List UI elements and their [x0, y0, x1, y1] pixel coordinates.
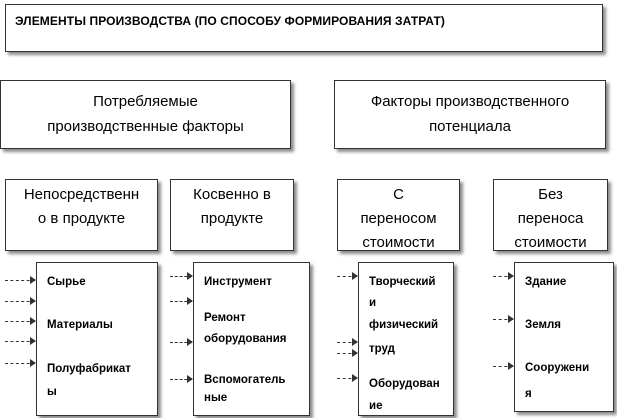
diagram-title: ЭЛЕМЕНТЫ ПРОИЗВОДСТВА (ПО СПОСОБУ ФОРМИРОВАНИЯ ЗАТРАТ)	[15, 14, 445, 28]
list-item: Творческий	[369, 276, 436, 288]
list-item: Сооружени	[525, 362, 590, 374]
arrow-icon	[493, 275, 513, 277]
arrow-icon	[5, 340, 35, 342]
list-item: Оборудован	[369, 378, 440, 390]
list-item: труд	[369, 343, 395, 355]
arrow-icon	[337, 352, 357, 354]
list-item: Сырье	[47, 276, 86, 288]
category-label-line: стоимости	[514, 234, 587, 251]
category-label-line: о в продукте	[37, 210, 126, 227]
arrow-icon	[337, 377, 357, 379]
items-list-with-transfer	[358, 262, 454, 416]
list-item: ы	[47, 386, 57, 398]
list-item: Инструмент	[204, 276, 272, 288]
group-potential-factors	[334, 80, 606, 149]
category-without-transfer	[493, 179, 608, 251]
arrow-icon	[337, 275, 357, 277]
list-item: ие	[369, 400, 383, 412]
list-item: Земля	[525, 319, 561, 331]
list-item: физический	[369, 319, 439, 331]
arrow-icon	[5, 362, 35, 364]
items-list-without-transfer	[514, 262, 614, 412]
list-item: и	[369, 297, 377, 309]
category-label-line: стоимости	[362, 234, 435, 251]
list-item: оборудования	[204, 333, 287, 345]
category-indirect	[170, 179, 294, 251]
arrow-icon	[5, 300, 35, 302]
category-label-line: продукте	[200, 210, 264, 227]
category-label-line: переноса	[517, 210, 584, 227]
group-label-line: производственные факторы	[47, 118, 244, 135]
category-label-line: переносом	[360, 210, 437, 227]
group-label-line: потенциала	[429, 118, 511, 135]
list-item: я	[525, 388, 532, 400]
arrow-icon	[5, 279, 35, 281]
category-label-line: Косвенно в	[193, 186, 271, 203]
diagram-title-box	[5, 4, 603, 52]
arrow-icon	[5, 320, 35, 322]
category-label-line: Без	[538, 186, 563, 203]
list-item: Материалы	[47, 319, 113, 331]
arrow-icon	[337, 341, 357, 343]
category-label-line: С	[393, 186, 404, 203]
arrow-icon	[170, 300, 192, 302]
arrow-icon	[170, 378, 192, 380]
items-list-direct	[36, 262, 158, 416]
list-item: Вспомогатель	[204, 374, 286, 386]
items-list-indirect	[193, 262, 310, 416]
arrow-icon	[493, 318, 513, 320]
group-label-line: Потребляемые	[93, 93, 198, 110]
list-item: Полуфабрикат	[47, 363, 131, 375]
list-item: Ремонт	[204, 312, 246, 324]
arrow-icon	[170, 341, 192, 343]
group-label-line: Факторы производственного	[370, 93, 570, 110]
arrow-icon	[170, 275, 192, 277]
list-item: ные	[204, 392, 228, 404]
category-direct	[5, 179, 158, 251]
list-item: Здание	[525, 276, 567, 288]
group-consumed-factors	[0, 80, 291, 149]
arrow-icon	[493, 365, 513, 367]
category-with-transfer	[337, 179, 460, 251]
category-label-line: Непосредственн	[23, 186, 140, 203]
